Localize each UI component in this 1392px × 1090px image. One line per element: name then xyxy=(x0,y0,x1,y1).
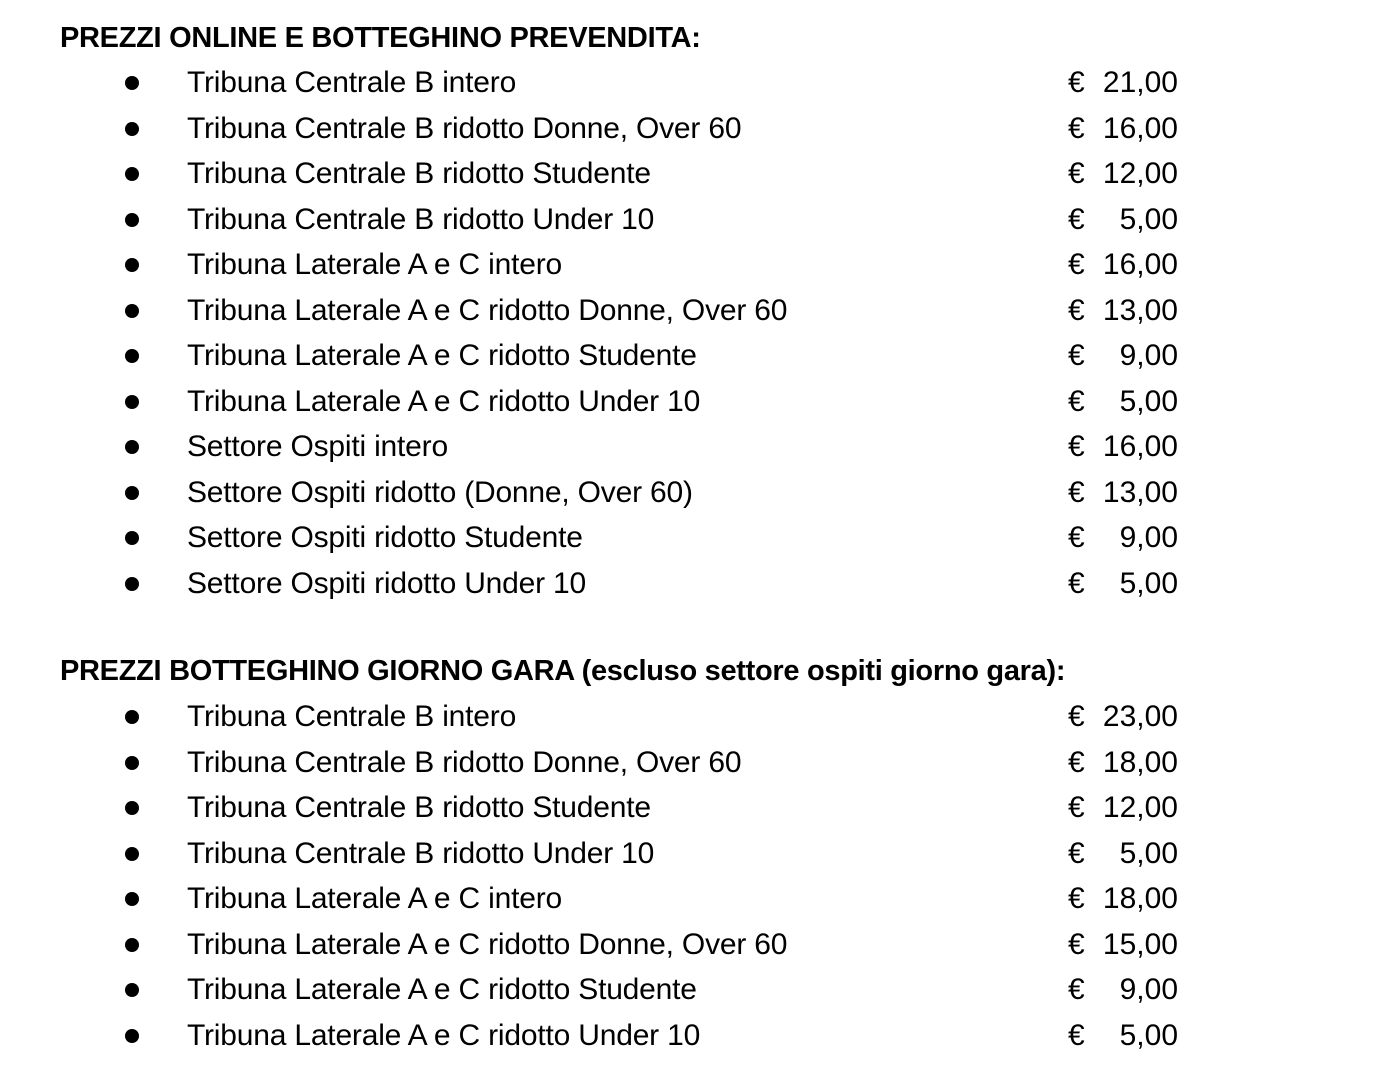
ticket-price: 16,00 xyxy=(1102,248,1178,281)
currency-symbol: € xyxy=(1068,882,1085,915)
currency-symbol: € xyxy=(1068,521,1085,554)
currency-symbol: € xyxy=(1068,111,1085,145)
ticket-label: Tribuna Laterale A e C intero xyxy=(187,882,562,915)
bullet-icon xyxy=(125,395,139,409)
ticket-price: 5,00 xyxy=(1119,1018,1178,1052)
currency-symbol: € xyxy=(1068,339,1085,372)
list-item xyxy=(0,561,1392,607)
bullet-icon xyxy=(125,213,139,227)
bullet-icon xyxy=(125,486,139,500)
ticket-price: 5,00 xyxy=(1119,202,1178,236)
ticket-label: Tribuna Centrale B ridotto Donne, Over 60 xyxy=(187,745,742,779)
ticket-price: 5,00 xyxy=(1119,384,1178,418)
currency-symbol: € xyxy=(1068,384,1085,418)
ticket-label: Tribuna Centrale B intero xyxy=(187,700,517,733)
list-item xyxy=(0,470,1392,516)
currency-symbol: € xyxy=(1068,248,1085,281)
currency-symbol: € xyxy=(1068,700,1085,733)
ticket-label: Settore Ospiti ridotto Under 10 xyxy=(187,566,587,600)
currency-symbol: € xyxy=(1068,1018,1085,1052)
currency-symbol: € xyxy=(1068,973,1085,1006)
currency-symbol: € xyxy=(1068,293,1085,327)
ticket-price: 9,00 xyxy=(1119,973,1178,1006)
list-item xyxy=(0,922,1392,968)
currency-symbol: € xyxy=(1068,66,1085,99)
ticket-label: Tribuna Centrale B ridotto Donne, Over 60 xyxy=(187,111,742,145)
list-item xyxy=(0,694,1392,740)
list-item xyxy=(0,288,1392,334)
bullet-icon xyxy=(125,801,139,815)
bullet-icon xyxy=(125,258,139,272)
ticket-price: 9,00 xyxy=(1119,521,1178,554)
currency-symbol: € xyxy=(1068,745,1085,779)
currency-symbol: € xyxy=(1068,157,1085,190)
ticket-price: 23,00 xyxy=(1102,700,1178,733)
ticket-label: Tribuna Centrale B intero xyxy=(187,66,517,99)
section-heading-presale: PREZZI ONLINE E BOTTEGHINO PREVENDITA: xyxy=(60,22,701,54)
ticket-price: 12,00 xyxy=(1102,157,1178,190)
ticket-label: Tribuna Laterale A e C ridotto Under 10 xyxy=(187,1018,701,1052)
bullet-icon xyxy=(125,531,139,545)
bullet-icon xyxy=(125,76,139,90)
ticket-price: 9,00 xyxy=(1119,339,1178,372)
price-list-matchday xyxy=(0,694,1392,1058)
currency-symbol: € xyxy=(1068,566,1085,600)
list-item xyxy=(0,197,1392,243)
bullet-icon xyxy=(125,938,139,952)
ticket-label: Tribuna Centrale B ridotto Under 10 xyxy=(187,202,655,236)
ticket-label: Tribuna Centrale B ridotto Studente xyxy=(187,157,651,190)
bullet-icon xyxy=(125,167,139,181)
ticket-label: Tribuna Centrale B ridotto Under 10 xyxy=(187,836,655,870)
bullet-icon xyxy=(125,122,139,136)
list-item xyxy=(0,379,1392,425)
currency-symbol: € xyxy=(1068,475,1085,509)
ticket-label: Tribuna Laterale A e C ridotto Studente xyxy=(187,339,697,372)
ticket-label: Settore Ospiti intero xyxy=(187,430,448,463)
ticket-price: 18,00 xyxy=(1102,882,1178,915)
ticket-price: 15,00 xyxy=(1102,927,1178,961)
ticket-price: 21,00 xyxy=(1102,66,1178,99)
ticket-label: Tribuna Laterale A e C intero xyxy=(187,248,562,281)
price-list-presale xyxy=(0,60,1392,606)
ticket-price: 12,00 xyxy=(1102,791,1178,824)
list-item xyxy=(0,151,1392,197)
ticket-price: 13,00 xyxy=(1102,293,1178,327)
ticket-label: Tribuna Laterale A e C ridotto Under 10 xyxy=(187,384,701,418)
list-item xyxy=(0,876,1392,922)
bullet-icon xyxy=(125,1029,139,1043)
list-item xyxy=(0,515,1392,561)
list-item xyxy=(0,106,1392,152)
list-item xyxy=(0,424,1392,470)
ticket-label: Tribuna Laterale A e C ridotto Studente xyxy=(187,973,697,1006)
ticket-price: 18,00 xyxy=(1102,745,1178,779)
list-item xyxy=(0,967,1392,1013)
list-item xyxy=(0,785,1392,831)
section-heading-matchday: PREZZI BOTTEGHINO GIORNO GARA (escluso settore ospiti giorno gara): xyxy=(60,655,1066,687)
ticket-label: Settore Ospiti ridotto (Donne, Over 60) xyxy=(187,475,693,509)
ticket-price: 16,00 xyxy=(1102,111,1178,145)
bullet-icon xyxy=(125,847,139,861)
ticket-label: Tribuna Laterale A e C ridotto Donne, Over 60 xyxy=(187,927,788,961)
bullet-icon xyxy=(125,440,139,454)
bullet-icon xyxy=(125,577,139,591)
ticket-price: 16,00 xyxy=(1102,430,1178,463)
bullet-icon xyxy=(125,349,139,363)
list-item xyxy=(0,60,1392,106)
currency-symbol: € xyxy=(1068,927,1085,961)
bullet-icon xyxy=(125,983,139,997)
list-item xyxy=(0,242,1392,288)
currency-symbol: € xyxy=(1068,791,1085,824)
ticket-price: 13,00 xyxy=(1102,475,1178,509)
currency-symbol: € xyxy=(1068,202,1085,236)
list-item xyxy=(0,740,1392,786)
currency-symbol: € xyxy=(1068,430,1085,463)
list-item xyxy=(0,831,1392,877)
bullet-icon xyxy=(125,710,139,724)
ticket-label: Tribuna Laterale A e C ridotto Donne, Over 60 xyxy=(187,293,788,327)
ticket-label: Settore Ospiti ridotto Studente xyxy=(187,521,583,554)
ticket-label: Tribuna Centrale B ridotto Studente xyxy=(187,791,651,824)
currency-symbol: € xyxy=(1068,836,1085,870)
ticket-price: 5,00 xyxy=(1119,836,1178,870)
bullet-icon xyxy=(125,892,139,906)
bullet-icon xyxy=(125,756,139,770)
ticket-price: 5,00 xyxy=(1119,566,1178,600)
list-item xyxy=(0,1013,1392,1059)
bullet-icon xyxy=(125,304,139,318)
list-item xyxy=(0,333,1392,379)
